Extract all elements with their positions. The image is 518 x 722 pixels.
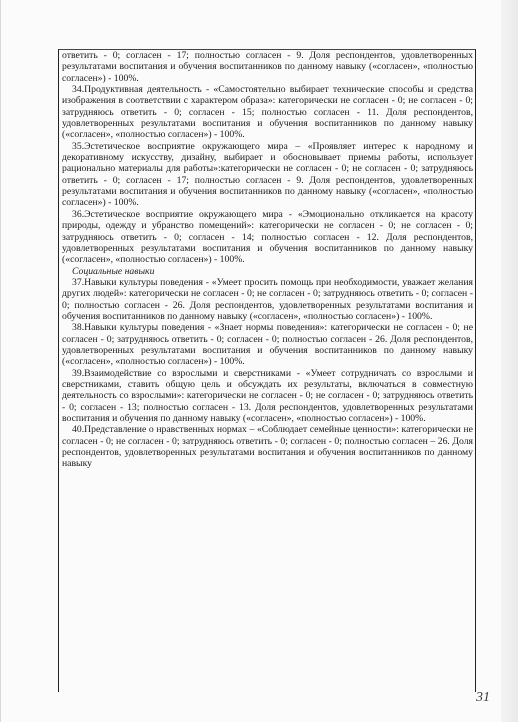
paragraph-item-39: 39.Взаимодействие со взрослыми и сверстниками - «Умеет сотрудничать со взрослыми и сверстниками, ставить общую цель и обсуждать их результаты, включаться в совместную деятельность со взрослыми»: категорически не согласен - 0; не согласен - 0; затрудняюсь ответить - 0; согласен - 13; полностью согласен - 13. Доля респондентов, удовлетворенных результатами воспитания и обучения по данному навыку («согласен», «полностью согласен») - 100%. [62, 367, 473, 424]
paragraph-item-34: 34.Продуктивная деятельность - «Самостоятельно выбирает технические способы и средства изображения в соответствии с характером образа»: категорически не согласен - 0; не согласен - 0; затрудняюсь ответить - 0; согласен - 15; полностью согласен - 11. Доля респондентов, удовлетворенных результатами воспитания и обучения воспитанников по данному навыку («согласен», «полностью согласен») - 100%. [62, 84, 473, 141]
paragraph-item-36: 36.Эстетическое восприятие окружающего мира - «Эмоционально откликается на красоту природы, одежду и убранство помещений»: категорически не согласен - 0; не согласен - 0; затрудняюсь ответить - 0; согласен - 14; полностью согласен - 12. Доля респондентов, удовлетворенных результатами воспитания и обучения воспитанников по данному навыку («согласен», «полностью согласен») - 100%. [62, 208, 473, 266]
paragraph-item-40: 40.Представление о нравственных нормах – «Соблюдает семейные ценности»: категорически не согласен - 0; не согласен - 0; затрудняюсь ответить - 0; согласен - 0; полностью согласен – 26. Доля респондентов, удовлетворенных результатами воспитания и обучения воспитанников по данному навыку [62, 424, 473, 470]
page-edge-shadow [501, 0, 518, 722]
page-number: 31 [476, 690, 490, 705]
paragraph-item-38: 38.Навыки культуры поведения - «Знает нормы поведения»: категорически не согласен - 0; не согласен - 0; затрудняюсь ответить - 0; согласен - 0; полностью согласен - 26. Доля респондентов, удовлетворенных результатами воспитания и обучения воспитанников по данному навыку («согласен», «полностью согласен») - 100%. [62, 322, 473, 368]
document-body [62, 50, 473, 690]
paragraph-item-37: 37.Навыки культуры поведения - «Умеет просить помощь при необходимости, уважает желания других людей»: категорически не согласен - 0; не согласен - 0; затрудняюсь ответить - 0; согласен - 0; полностью согласен - 26. Доля респондентов, удовлетворенных результатами воспитания и обучения воспитанников по данному навыку («согласен», «полностью согласен») - 100%. [62, 276, 473, 322]
paragraph-item-35: 35.Эстетическое восприятие окружающего мира – «Проявляет интерес к народному и декоративному искусству, дизайну, выбирает и обосновывает приемы работы, использует рационально материалы для работы»:категорически не согласен - 0; не согласен - 0; затрудняюсь ответить - 0; согласен - 17; полностью согласен - 9. Доля респондентов, удовлетворенных результатами воспитания и обучения воспитанников по данному навыку («согласен», «полностью согласен») - 100%. [62, 140, 473, 209]
section-heading-social-skills: Социальные навыки [72, 265, 155, 277]
paragraph-continuation: ответить - 0; согласен - 17; полностью согласен - 9. Доля респондентов, удовлетворенных результатами воспитания и обучения воспитанников по данному навыку («согласен», «полностью согласен») - 100%. [62, 50, 473, 84]
